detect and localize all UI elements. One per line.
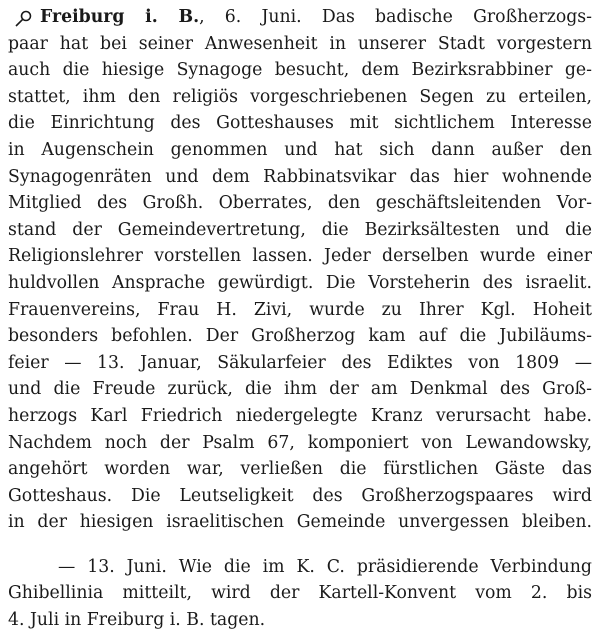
magnifier-marker-icon [8, 9, 40, 27]
paragraph-1-line: in Augenschein genommen und hat sich dann außer den [8, 139, 592, 160]
paragraph-1-line: Religionslehrer vorstellen lassen. Jeder derselben wurde einer [8, 246, 592, 267]
paragraph-1-line: Frauenvereins, Frau H. Zivi, wurde zu Ihrer Kgl. Hoheit [8, 299, 592, 320]
paragraph-1-line-1 [8, 4, 592, 31]
paragraph-1-line: auch die hiesige Synagoge besucht, dem Bezirksrabbiner ge- [8, 60, 592, 81]
paragraph-1-line: die Einrichtung des Gotteshauses mit sichtlichem Interesse [8, 113, 592, 134]
paragraph-1-line: stand der Gemeindevertretung, die Bezirksältesten und die [8, 219, 592, 240]
paragraph-1-line: herzogs Karl Friedrich niedergelegte Kranz verursacht habe. [8, 405, 592, 426]
paragraph-1-line: und die Freude zurück, die ihm der am Denkmal des Groß- [8, 379, 592, 400]
paragraph-1-line: Synagogenräten und dem Rabbinatsvikar das hier wohnende [8, 166, 592, 187]
paragraph-1-line: stattet, ihm den religiös vorgeschriebenen Segen zu erteilen, [8, 86, 592, 107]
paragraph-1-line: Nachdem noch der Psalm 67, komponiert von Lewandowsky, [8, 432, 592, 453]
paragraph-1-line: huldvollen Ansprache gewürdigt. Die Vorsteherin des israelit. [8, 272, 592, 293]
paragraph-1-line: angehört worden war, verließen die fürstlichen Gäste das [8, 459, 592, 480]
paragraph-1-line: Mitglied des Großh. Oberrates, den geschäftsleitenden Vor- [8, 193, 592, 214]
paragraph-1-line: paar hat bei seiner Anwesenheit in unserer Stadt vorgestern [8, 33, 592, 54]
paragraph-1-line: feier — 13. Januar, Säkularfeier des Ediktes von 1809 — [8, 352, 592, 373]
paragraph-spacer [8, 536, 592, 554]
paragraph-1-line: Gotteshaus. Die Leutseligkeit des Großherzogspaares wird [8, 485, 592, 506]
paragraph-2-line: 4. Juli in Freiburg i. B. tagen. [8, 610, 266, 631]
dateline-text: , 6. Juni. Das badische Großherzogs- [199, 7, 592, 27]
place-name: Freiburg i. B. [40, 7, 200, 27]
paragraph-2-line: — 13. Juni. Wie die im K. C. präsidierende Verbindung [58, 556, 592, 577]
paragraph-1-line: in der hiesigen israelitischen Gemeinde unvergessen bleiben. [8, 512, 592, 533]
paragraph-1-line: besonders befohlen. Der Großherzog kam auf die Jubiläums- [8, 326, 592, 347]
newspaper-clipping [8, 4, 592, 634]
paragraph-2-line: Ghibellinia mitteilt, wird der Kartell-Konvent vom 2. bis [8, 583, 592, 604]
